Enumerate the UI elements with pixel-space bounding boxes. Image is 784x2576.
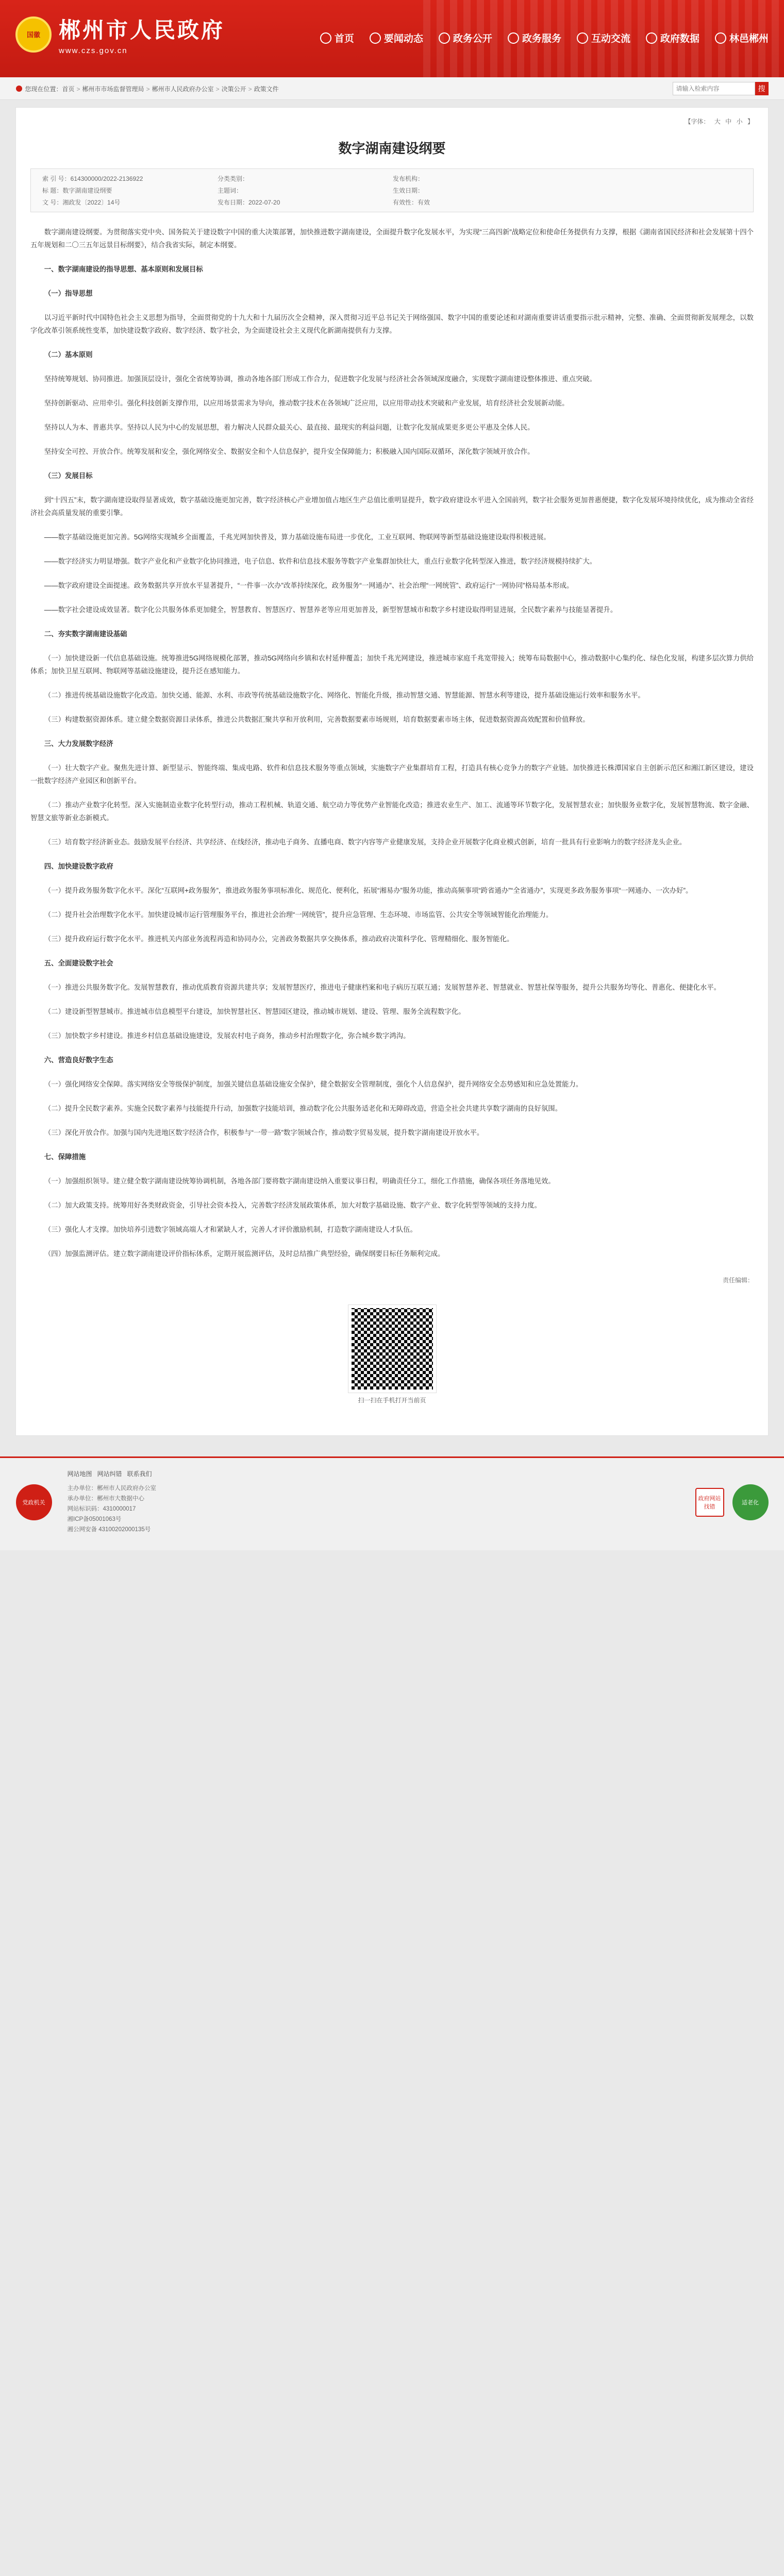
responsible-editor: 责任编辑：: [722, 1277, 754, 1284]
nav-item-icon: [577, 32, 588, 44]
meta-field: 分类类别：: [218, 175, 249, 182]
nav-item-icon: [508, 32, 519, 44]
nav-item-label: 要闻动态: [383, 33, 423, 44]
meta-field: 生效日期：: [393, 187, 424, 194]
nav-item-2[interactable]: [439, 31, 492, 45]
site-logo[interactable]: [15, 13, 225, 55]
paragraph: 坚持创新驱动、应用牵引。强化科技创新支撑作用，以应用场景需求为导向，推动数字技术在各领域广泛应用，以应用带动技术突破和产业发展，培育经济社会发展新动能。: [44, 399, 569, 407]
nav-item-6[interactable]: [715, 31, 769, 45]
paragraph: （一）强化网络安全保障。落实网络安全等级保护制度，加强关键信息基础设施安全保护，健全数据安全管理制度，强化个人信息保护，提升网络安全态势感知和应急处置能力。: [44, 1080, 583, 1088]
paragraph: 数字湖南建设纲要。为贯彻落实党中央、国务院关于建设数字中国的重大决策部署，加快推进数字湖南建设，全面提升数字化发展水平，为实现“三高四新”战略定位和使命任务提供有力支撑，根据《湖南省国民经济和社会发展第十四个五年规划和二〇三五年远景目标纲要》，结合我省实际，制定本纲要。: [30, 228, 754, 249]
section-heading: 一、数字湖南建设的指导思想、基本原则和发展目标: [44, 265, 203, 273]
accessibility-badge-icon[interactable]: 适老化: [732, 1484, 769, 1520]
article-title: 数字湖南建设纲要: [338, 141, 446, 157]
site-name-block: [59, 13, 225, 55]
paragraph: （四）加强监测评估。建立数字湖南建设评价指标体系，定期开展监测评估，及时总结推广典型经验，确保纲要目标任务顺利完成。: [44, 1250, 445, 1258]
paragraph: ——数字社会建设成效显著。数字化公共服务体系更加健全，智慧教育、智慧医疗、智慧养老等应用更加普及，新型智慧城市和数字乡村建设取得明显进展，全民数字素养与技能显著提升。: [44, 606, 618, 614]
national-emblem-icon: 国徽: [15, 16, 52, 53]
paragraph: （一）加快建设新一代信息基础设施。统筹推进5G网络规模化部署，推动5G网络向乡镇和农村延伸覆盖；加快千兆光网建设，推进城市家庭千兆宽带接入；统筹布局数据中心，推动数据中心集约化、绿色化发展，构建多层次算力供给体系；加快卫星互联网、物联网等基础设施建设，提升泛在感知能力。: [30, 654, 754, 675]
site-url: www.czs.gov.cn: [59, 46, 128, 55]
footer-links: [68, 1469, 695, 1478]
paragraph: （三）提升政府运行数字化水平。推进机关内部业务流程再造和协同办公，完善政务数据共享交换体系，推动政府决策科学化、管理精细化、服务智能化。: [44, 935, 514, 943]
paragraph: （二）推动产业数字化转型。深入实施制造业数字化转型行动，推动工程机械、轨道交通、航空动力等优势产业智能化改造；推进农业生产、加工、流通等环节数字化，发展智慧农业；加快服务业数字化，发展智慧物流、数字金融、智慧文旅等新业态新模式。: [30, 801, 754, 822]
nav-item-label: 政务服务: [522, 33, 561, 44]
section-heading: 五、全面建设数字社会: [44, 959, 113, 967]
nav-item-label: 政务公开: [453, 33, 492, 44]
paragraph: （三）加快数字乡村建设。推进乡村信息基础设施建设，发展农村电子商务，推动乡村治理数字化，弥合城乡数字鸿沟。: [44, 1032, 410, 1040]
footer-info-line: 承办单位：郴州市大数据中心: [67, 1496, 144, 1502]
site-name: 郴州市人民政府: [59, 18, 225, 43]
nav-item-icon: [370, 32, 381, 44]
qr-code-block: [348, 1305, 436, 1404]
meta-field: 发布日期：2022-07-20: [218, 199, 280, 206]
footer-info-line: 网站标识码：4310000017: [67, 1506, 136, 1512]
nav-item-icon: [646, 32, 657, 44]
article-body: [30, 226, 754, 1260]
font-size-end: 】: [747, 118, 754, 125]
paragraph: （二）提升全民数字素养。实施全民数字素养与技能提升行动，加强数字技能培训，推动数字化公共服务适老化和无障碍改造，营造全社会共建共享数字湖南的良好氛围。: [44, 1105, 562, 1112]
font-size-switcher: [30, 117, 754, 126]
font-size-large[interactable]: 大: [714, 118, 721, 125]
font-size-label: 【字体：: [685, 118, 710, 125]
location-icon: [16, 86, 22, 92]
paragraph: （二）加大政策支持。统筹用好各类财政资金，引导社会资本投入，完善数字经济发展政策体系，加大对数字基础设施、数字产业、数字化转型等领域的支持力度。: [44, 1201, 541, 1209]
paragraph: （一）壮大数字产业。聚焦先进计算、新型显示、智能终端、集成电路、软件和信息技术服务等重点领域，实施数字产业集群培育工程，打造具有核心竞争力的数字产业链。加快推进长株潭国家自主创新示范区和湘江新区建设，建设一批数字经济产业园区和创新平台。: [30, 764, 754, 785]
paragraph: （一）提升政务服务数字化水平。深化“互联网+政务服务”，推进政务服务事项标准化、规范化、便利化，拓展“湘易办”服务功能，推动高频事项“跨省通办”“全省通办”，实现更多政务服务事项“一网通办、一次办好”。: [44, 887, 693, 894]
site-error-report-badge-icon[interactable]: 政府网站找错: [695, 1488, 724, 1517]
nav-item-1[interactable]: [370, 31, 423, 45]
nav-item-3[interactable]: [508, 31, 561, 45]
section-heading: 四、加快建设数字政府: [44, 862, 113, 870]
nav-item-icon: [715, 32, 726, 44]
breadcrumb: [62, 84, 279, 93]
breadcrumb-link[interactable]: 政策文件: [254, 85, 279, 93]
footer-info-line: 主办单位：郴州市人民政府办公室: [67, 1485, 156, 1492]
meta-field: 标 题：数字湖南建设纲要: [42, 187, 112, 194]
nav-item-4[interactable]: [577, 31, 630, 45]
meta-field: 有效性：有效: [393, 199, 430, 206]
section-heading: 三、大力发展数字经济: [44, 740, 113, 748]
paragraph: ——数字政府建设全面提速。政务数据共享开放水平显著提升，“一件事一次办”改革持续深化，政务服务“一网通办”、社会治理“一网统管”、政府运行“一网协同”格局基本形成。: [44, 582, 574, 589]
breadcrumb-separator: >: [76, 85, 80, 93]
search-input[interactable]: [673, 82, 755, 95]
nav-item-5[interactable]: [646, 31, 699, 45]
paragraph: 以习近平新时代中国特色社会主义思想为指导，全面贯彻党的十九大和十九届历次全会精神，深入贯彻习近平总书记关于网络强国、数字中国的重要论述和对湖南重要讲话重要指示批示精神，完整、准确、全面贯彻新发展理念，以数字化改革引领系统性变革，加快建设数字政府、数字经济、数字社会，为全面建设社会主义现代化新湖南提供有力支撑。: [30, 314, 754, 334]
paragraph: （二）推进传统基础设施数字化改造。加快交通、能源、水利、市政等传统基础设施数字化、网络化、智能化升级，推动智慧交通、智慧能源、智慧水利等建设，提升基础设施运行效率和服务水平。: [44, 691, 645, 699]
paragraph: 坚持以人为本、普惠共享。坚持以人民为中心的发展思想，着力解决人民群众最关心、最直接、最现实的利益问题，让数字化发展成果更多更公平惠及全体人民。: [44, 423, 535, 431]
section-heading: （二）基本原则: [44, 351, 93, 359]
breadcrumb-bar: [0, 77, 784, 100]
site-footer: [0, 1456, 784, 1550]
section-heading: （一）指导思想: [44, 290, 93, 297]
paragraph: （三）深化开放合作。加强与国内先进地区数字经济合作，积极参与“一带一路”数字领域合作，推动数字贸易发展，提升数字湖南建设开放水平。: [44, 1129, 484, 1137]
paragraph: （一）加强组织领导。建立健全数字湖南建设统筹协调机制，各地各部门要将数字湖南建设纳入重要议事日程，明确责任分工，细化工作措施，确保各项任务落地见效。: [44, 1177, 555, 1185]
nav-item-icon: [320, 32, 331, 44]
paragraph: （三）强化人才支撑。加快培养引进数字领域高端人才和紧缺人才，完善人才评价激励机制，打造数字湖南建设人才队伍。: [44, 1226, 417, 1233]
section-heading: 二、夯实数字湖南建设基础: [44, 630, 127, 638]
nav-item-label: 政府数据: [660, 33, 699, 44]
breadcrumb-link[interactable]: 决策公开: [221, 85, 246, 93]
paragraph: 到“十四五”末，数字湖南建设取得显著成效，数字基础设施更加完善，数字经济核心产业增加值占地区生产总值比重明显提升，数字政府建设水平进入全国前列，数字社会服务更加普惠便捷，数字化发展环境持续优化，成为推动全省经济社会高质量发展的重要引擎。: [30, 496, 754, 517]
main-navigation: [305, 31, 769, 45]
site-header: [0, 0, 784, 77]
paragraph: ——数字经济实力明显增强。数字产业化和产业数字化协同推进，电子信息、软件和信息技术服务等数字产业集群加快壮大，重点行业数字化转型深入推进，数字经济规模持续扩大。: [44, 557, 597, 565]
paragraph: ——数字基础设施更加完善。5G网络实现城乡全面覆盖，千兆光网加快普及，算力基础设施布局进一步优化，工业互联网、物联网等新型基础设施建设取得积极进展。: [44, 533, 551, 541]
paragraph: （三）构建数据资源体系。建立健全数据资源目录体系，推进公共数据汇聚共享和开放利用，完善数据要素市场规则，培育数据要素市场主体，促进数据资源高效配置和价值释放。: [44, 716, 590, 723]
qr-code-icon: [348, 1305, 436, 1393]
paragraph: （三）培育数字经济新业态。鼓励发展平台经济、共享经济、在线经济，推动电子商务、直播电商、数字内容等产业健康发展，支持企业开展数字化商业模式创新，培育一批具有行业影响力的数字经济龙头企业。: [44, 838, 687, 846]
paragraph: 坚持统筹规划、协同推进。加强顶层设计，强化全省统筹协调，推动各地各部门形成工作合力，促进数字化发展与经济社会各领域深度融合，实现数字湖南建设整体推进、重点突破。: [44, 375, 597, 383]
footer-info-line: 湘公网安备 43100202000135号: [67, 1527, 151, 1533]
breadcrumb-separator: >: [215, 85, 220, 93]
footer-info-line: 湘ICP备05001063号: [67, 1516, 122, 1522]
breadcrumb-link[interactable]: 郴州市市场监督管理局: [82, 85, 144, 93]
footer-link[interactable]: 网站地图: [67, 1470, 92, 1478]
meta-field: 发布机构：: [393, 175, 424, 182]
breadcrumb-link[interactable]: 首页: [62, 85, 75, 93]
nav-item-label: 首页: [334, 33, 354, 44]
font-size-small[interactable]: 小: [736, 118, 743, 125]
paragraph: （一）推进公共服务数字化。发展智慧教育，推动优质教育资源共建共享；发展智慧医疗，推进电子健康档案和电子病历互联互通；发展智慧养老、智慧就业、智慧社保等服务，提升公共服务均等化、普惠化、便捷化水平。: [44, 984, 721, 991]
breadcrumb-separator: >: [146, 85, 150, 93]
qr-caption: 扫一扫在手机打开当前页: [358, 1397, 426, 1404]
footer-link[interactable]: 联系我们: [127, 1470, 152, 1478]
article-meta: [30, 168, 754, 212]
font-size-medium[interactable]: 中: [725, 118, 732, 125]
section-heading: 六、营造良好数字生态: [44, 1056, 113, 1064]
section-heading: （三）发展目标: [44, 472, 93, 480]
paragraph: （二）建设新型智慧城市。推进城市信息模型平台建设，加快智慧社区、智慧园区建设，推动城市规划、建设、管理、服务全流程数字化。: [44, 1008, 465, 1015]
meta-field: 文 号：湘政发〔2022〕14号: [42, 199, 121, 206]
meta-field: 索 引 号：614300000/2022-2136922: [42, 175, 143, 182]
footer-info: [68, 1483, 695, 1535]
section-heading: 七、保障措施: [44, 1153, 86, 1161]
nav-item-label: 林邑郴州: [729, 33, 769, 44]
nav-item-icon: [439, 32, 450, 44]
search-button[interactable]: 搜: [755, 82, 769, 95]
party-government-badge-icon[interactable]: 党政机关: [16, 1484, 52, 1520]
paragraph: （二）提升社会治理数字化水平。加快建设城市运行管理服务平台，推进社会治理“一网统管”，提升应急管理、生态环境、市场监管、公共安全等领域智能化治理能力。: [44, 911, 553, 919]
footer-link[interactable]: 网站纠错: [97, 1470, 122, 1478]
article-card: [15, 107, 769, 1436]
paragraph: 坚持安全可控、开放合作。统筹发展和安全，强化网络安全、数据安全和个人信息保护，提升安全保障能力；积极融入国内国际双循环，深化数字领域开放合作。: [44, 448, 535, 455]
nav-item-label: 互动交流: [591, 33, 630, 44]
breadcrumb-link[interactable]: 郴州市人民政府办公室: [152, 85, 214, 93]
meta-field: 主题词：: [218, 187, 243, 194]
breadcrumb-separator: >: [248, 85, 252, 93]
nav-item-0[interactable]: [320, 31, 354, 45]
location-label: 您现在位置：: [25, 85, 62, 93]
